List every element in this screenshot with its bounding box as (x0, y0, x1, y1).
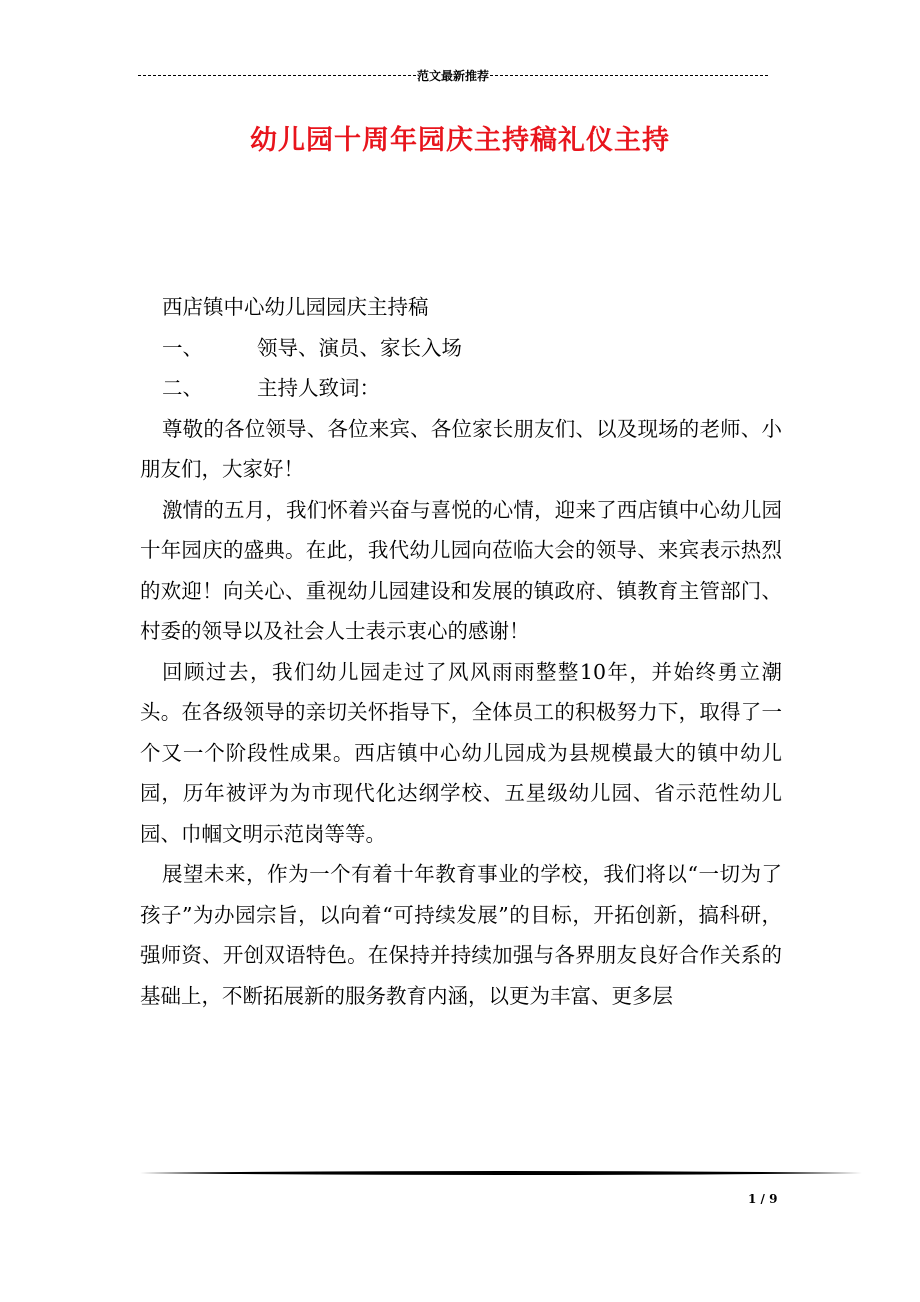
page-header (138, 66, 768, 84)
program-item-1 (140, 328, 782, 369)
program-item-text: 领导、演员、家长入场 (257, 335, 462, 360)
header-label: 范文最新推荐 (417, 68, 490, 83)
document-body (140, 287, 782, 1016)
page-number: 1 / 9 (748, 1192, 778, 1206)
document-subtitle: 西店镇中心幼儿园园庆主持稿 (162, 295, 429, 319)
paragraph-outlook: 展望未来，作为一个有着十年教育事业的学校，我们将以“一切为了孩子”为办园宗旨，以向着“可持续发展”的目标，开拓创新，搞科研，强师资、开创双语特色。在保持并持续加强与各界朋友良好合作关系的基础上，不断拓展新的服务教育内涵，以更为丰富、更多层 (140, 862, 782, 1008)
paragraph-welcome: 激情的五月，我们怀着兴奋与喜悦的心情，迎来了西店镇中心幼儿园十年园庆的盛典。在此，我代幼儿园向莅临大会的领导、来宾表示热烈的欢迎！向关心、重视幼儿园建设和发展的镇政府、镇教育主管部门、村委的领导以及社会人士表示衷心的感谢！ (140, 497, 782, 643)
paragraph-review: 回顾过去，我们幼儿园走过了风风雨雨整整10年，并始终勇立潮头。在各级领导的亲切关怀指导下，全体员工的积极努力下，取得了一个又一个阶段性成果。西店镇中心幼儿园成为县规模最大的镇中幼儿园，历年被评为为市现代化达纲学校、五星级幼儿园、省示范性幼儿园、巾帼文明示范岗等等。 (140, 659, 782, 846)
program-item-2 (140, 368, 782, 409)
paragraph-greeting: 尊敬的各位领导、各位来宾、各位家长朋友们、以及现场的老师、小朋友们，大家好！ (140, 416, 782, 481)
document-title: 幼儿园十周年园庆主持稿礼仪主持 (250, 125, 670, 156)
footer-divider (140, 1170, 862, 1176)
header-dash-left (138, 75, 416, 76)
program-item-number: 一、 (162, 335, 203, 360)
header-dash-right (490, 75, 768, 76)
program-item-number: 二、 (162, 376, 203, 400)
program-item-text: 主持人致词： (257, 376, 380, 400)
